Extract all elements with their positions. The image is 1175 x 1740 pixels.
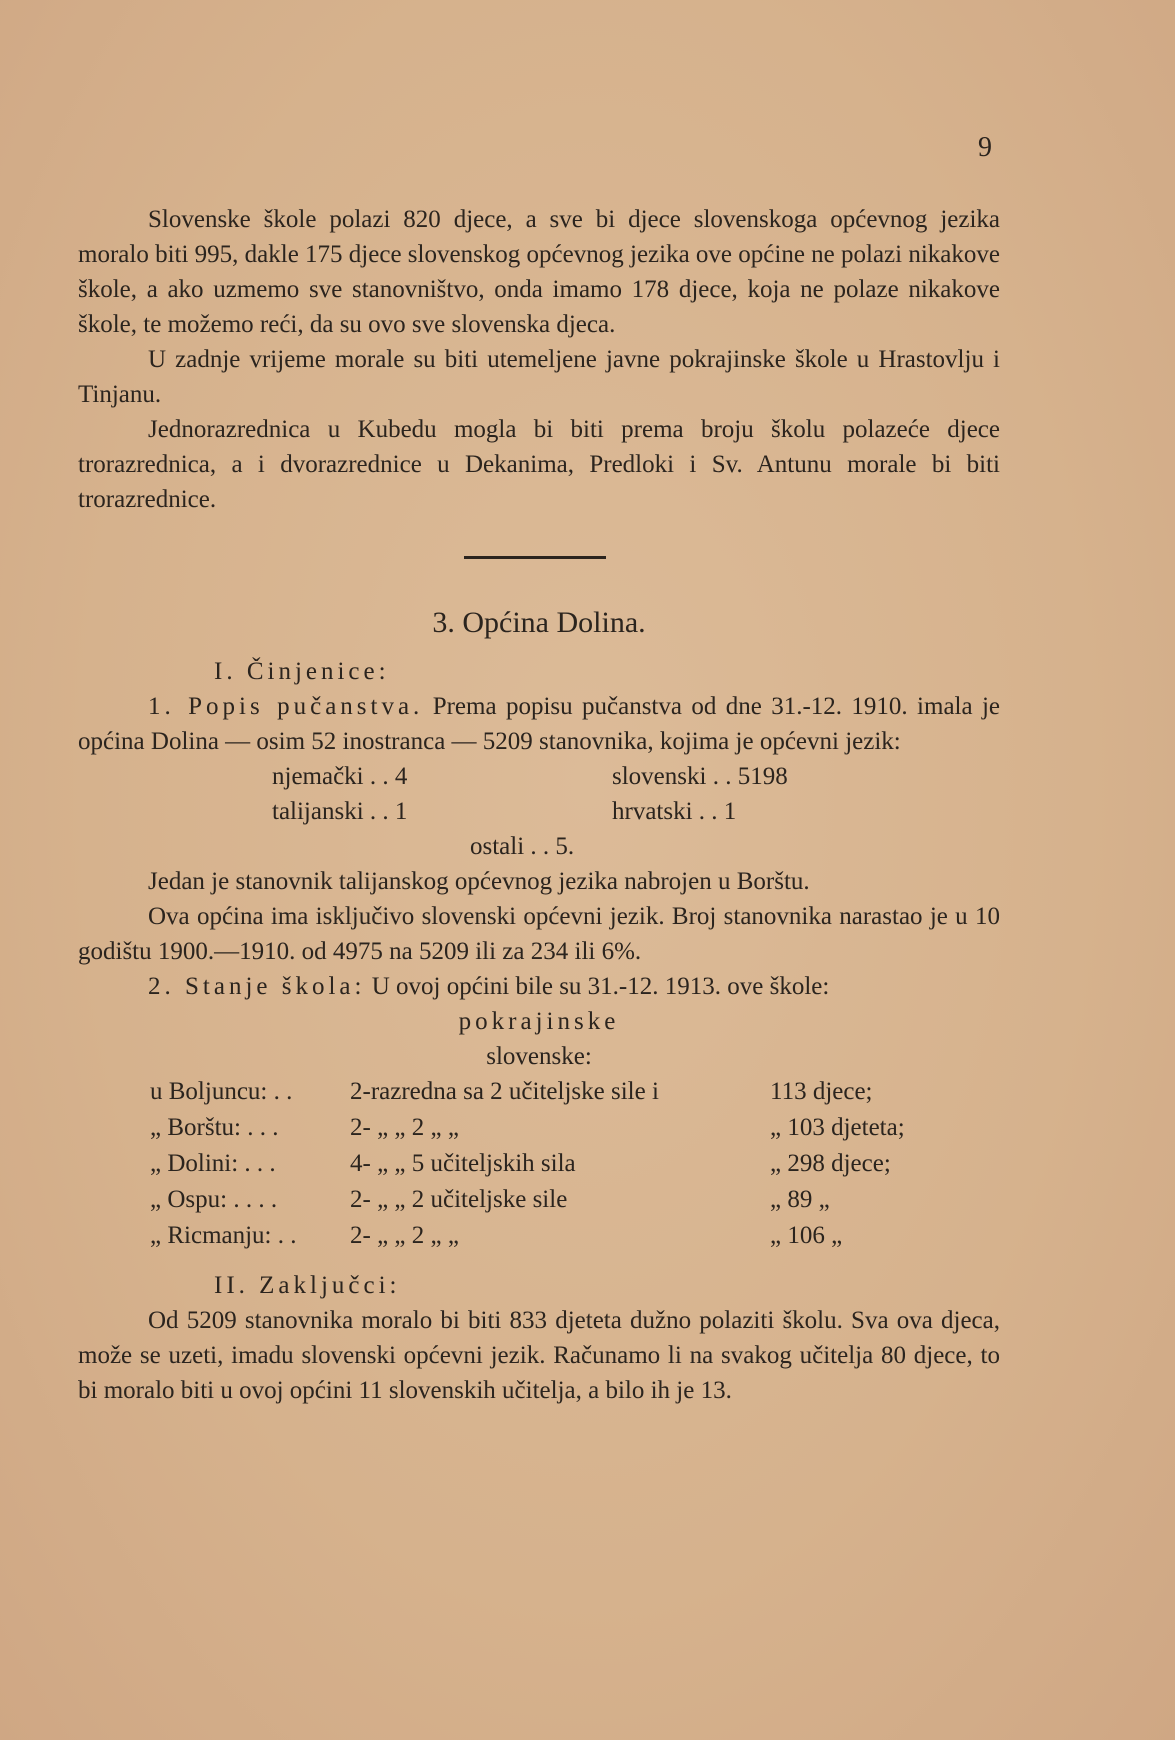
schools-type: pokrajinske <box>458 1008 620 1035</box>
school-place: „ Ricmanju: . . <box>150 1222 297 1249</box>
language-entry: hrvatski . . 1 <box>612 798 737 825</box>
page-number: 9 <box>978 132 992 163</box>
school-classes: 2- „ „ 2 „ „ <box>350 1222 459 1249</box>
census-note: Jedan je stanovnik talijanskog općevnog jezika nabrojen u Borštu. <box>148 868 810 895</box>
census-paragraph <box>78 689 1000 759</box>
school-pupils: „ 103 djeteta; <box>770 1114 905 1141</box>
schools-heading: 2. Stanje škola: <box>148 973 366 1000</box>
language-table <box>272 759 1000 829</box>
page-body <box>78 202 1000 1408</box>
school-row <box>150 1182 1000 1218</box>
section-divider <box>464 556 606 559</box>
school-place: „ Ospu: . . . . <box>150 1186 278 1213</box>
census-text: Prema popisu pučanstva od dne 31.-12. 1910. imala je općina Dolina — osim 52 inostranca — 5209 stanovnika, kojima je općevni jezik: <box>78 693 1001 755</box>
school-pupils: „ 298 djece; <box>770 1150 891 1177</box>
school-pupils: „ 106 „ <box>770 1222 843 1249</box>
language-entry: slovenski . . 5198 <box>612 763 788 790</box>
school-place: u Boljuncu: . . <box>150 1078 293 1105</box>
intro-paragraph: U zadnje vrijeme morale su biti utemeljene javne pokrajinske škole u Hrastovlju i Tinjanu. <box>78 346 1000 408</box>
school-classes: 4- „ „ 5 učiteljskih sila <box>350 1150 576 1177</box>
conclusion-paragraph: Od 5209 stanovnika moralo bi biti 833 djeteta dužno polaziti školu. Sva ova djeca, može se uzeti, imadu slovenski općevni jezik. Računamo li na svakog učitelja 80 djece, to bi moralo biti u ovoj općini 11 slovenskih učitelja, a bilo ih je 13. <box>78 1307 1000 1404</box>
census-note: Ova općina ima isključivo slovenski općevni jezik. Broj stanovnika narastao je u 10 godištu 1900.—1910. od 4975 na 5209 ili za 234 ili 6%. <box>78 903 1000 965</box>
school-classes: 2- „ „ 2 „ „ <box>350 1114 459 1141</box>
conclusions-label: II. Zaključci: <box>214 1272 401 1299</box>
language-other: ostali . . 5. <box>470 833 575 860</box>
school-place: „ Dolini: . . . <box>150 1150 276 1177</box>
language-entry: talijanski . . 1 <box>272 798 408 825</box>
intro-paragraph: Jednorazrednica u Kubedu mogla bi biti prema broju školu polazeće djece trorazrednica, a i dvorazrednice u Dekanima, Predloki i Sv. Antunu morale bi biti trorazrednice. <box>78 416 1000 513</box>
schools-language: slovenske: <box>486 1043 592 1070</box>
facts-label: I. Činjenice: <box>214 658 390 685</box>
school-place: „ Borštu: . . . <box>150 1114 279 1141</box>
section-title: 3. Općina Dolina. <box>432 606 646 639</box>
school-row <box>150 1146 1000 1182</box>
school-row <box>150 1110 1000 1146</box>
intro-paragraph: Slovenske škole polazi 820 djece, a sve bi djece slovenskoga općevnog jezika moralo biti 995, dakle 175 djece slovenskog općevnog jezika ove općine ne polazi nikakove škole, a ako uzmemo sve stanovništvo, onda imamo 178 djece, koja ne polaze nikakove škole, te možemo reći, da su ovo sve slovenska djeca. <box>78 206 1000 338</box>
school-row <box>150 1218 1000 1254</box>
school-pupils: „ 89 „ <box>770 1186 830 1213</box>
school-row <box>150 1074 1000 1110</box>
language-entry: njemački . . 4 <box>272 763 408 790</box>
school-classes: 2-razredna sa 2 učiteljske sile i <box>350 1078 659 1105</box>
schools-table <box>150 1074 1000 1254</box>
schools-paragraph <box>78 969 1000 1004</box>
census-heading: 1. Popis pučanstva. <box>148 693 424 720</box>
school-classes: 2- „ „ 2 učiteljske sile <box>350 1186 568 1213</box>
school-pupils: 113 djece; <box>770 1078 873 1105</box>
schools-text: U ovoj općini bile su 31.-12. 1913. ove škole: <box>371 973 830 1000</box>
